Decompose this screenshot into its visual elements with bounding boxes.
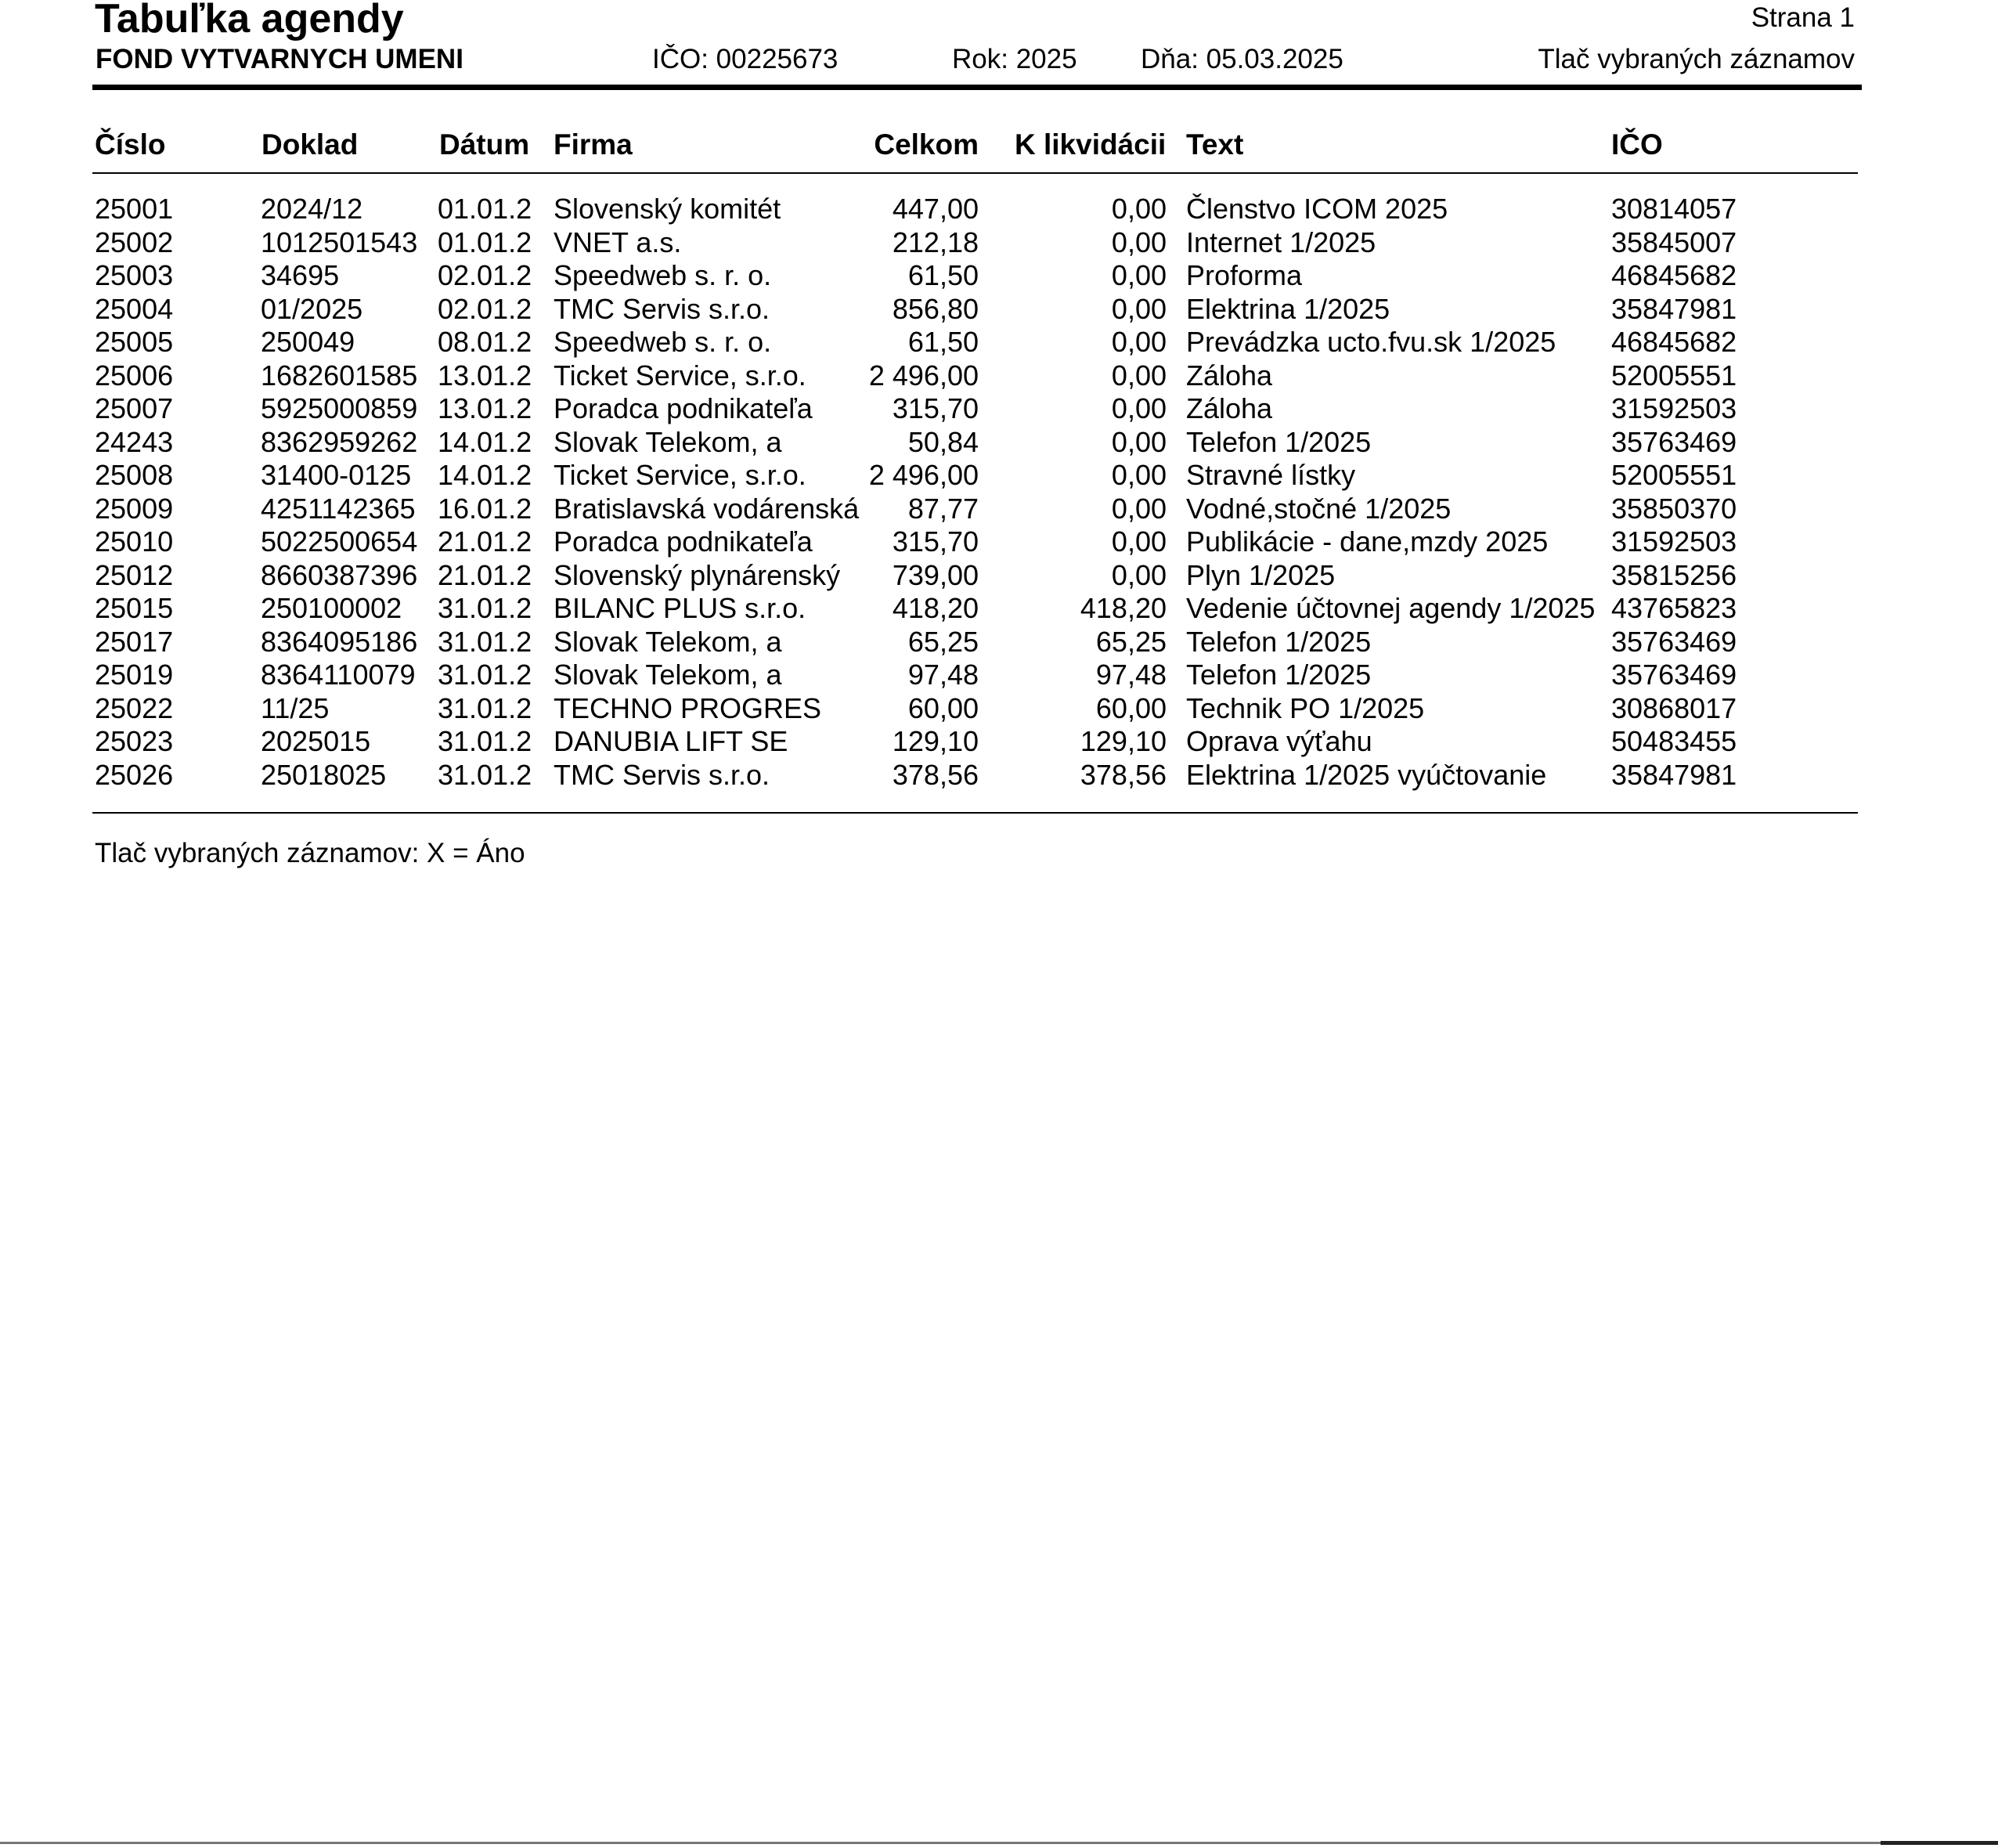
cell-text: Oprava výťahu — [1186, 725, 1372, 757]
table-row — [0, 193, 1998, 226]
cell-text: Internet 1/2025 — [1186, 226, 1376, 258]
cell-doklad: 8362959262 — [261, 425, 418, 458]
cell-celkom: 315,70 — [892, 392, 979, 424]
cell-firma: Ticket Service, s.r.o. — [554, 459, 806, 491]
organization-ico: IČO: 00225673 — [652, 44, 839, 74]
cell-ico: 31592503 — [1611, 525, 1737, 558]
cell-cislo: 25003 — [95, 259, 174, 291]
column-header-datum: Dátum — [439, 128, 530, 161]
cell-klik: 65,25 — [1095, 625, 1167, 658]
cell-firma: BILANC PLUS s.r.o. — [554, 592, 806, 624]
cell-datum: 13.01.2 — [438, 392, 532, 424]
cell-datum: 31.01.2 — [438, 691, 532, 724]
cell-klik: 0,00 — [1111, 425, 1167, 458]
cell-text: Proforma — [1186, 259, 1303, 291]
cell-celkom: 212,18 — [892, 226, 979, 258]
table-row — [0, 759, 1998, 792]
cell-doklad: 250100002 — [261, 592, 402, 624]
cell-celkom: 447,00 — [892, 193, 979, 225]
cell-klik: 378,56 — [1080, 758, 1167, 791]
page-number: Strana 1 — [1751, 2, 1855, 33]
cell-text: Publikácie - dane,mzdy 2025 — [1186, 525, 1549, 558]
scan-edge — [0, 1842, 1998, 1844]
report-date: Dňa: 05.03.2025 — [1141, 44, 1343, 74]
cell-cislo: 25015 — [95, 592, 174, 624]
cell-firma: Speedweb s. r. o. — [554, 326, 772, 358]
cell-text: Vedenie účtovnej agendy 1/2025 — [1186, 592, 1596, 624]
cell-doklad: 8364095186 — [261, 625, 418, 658]
cell-celkom: 315,70 — [892, 525, 979, 558]
cell-ico: 35763469 — [1611, 659, 1737, 691]
cell-datum: 31.01.2 — [438, 725, 532, 757]
cell-firma: Slovenský komitét — [554, 193, 781, 225]
cell-ico: 46845682 — [1611, 326, 1737, 358]
table-row — [0, 592, 1998, 626]
table-row — [0, 226, 1998, 260]
cell-text: Prevádzka ucto.fvu.sk 1/2025 — [1186, 326, 1556, 358]
cell-datum: 16.01.2 — [438, 492, 532, 525]
cell-datum: 02.01.2 — [438, 259, 532, 291]
cell-celkom: 378,56 — [892, 758, 979, 791]
cell-text: Záloha — [1186, 392, 1273, 424]
table-row — [0, 626, 1998, 659]
cell-klik: 60,00 — [1095, 691, 1167, 724]
cell-cislo: 25009 — [95, 492, 174, 525]
cell-doklad: 1682601585 — [261, 359, 418, 392]
cell-cislo: 25017 — [95, 625, 174, 658]
cell-firma: Slovenský plynárenský — [554, 558, 841, 591]
cell-doklad: 5022500654 — [261, 525, 418, 558]
cell-cislo: 25026 — [95, 758, 174, 791]
cell-celkom: 418,20 — [892, 592, 979, 624]
table-row — [0, 259, 1998, 293]
cell-datum: 01.01.2 — [438, 226, 532, 258]
cell-klik: 0,00 — [1111, 359, 1167, 392]
column-header-ico: IČO — [1611, 128, 1663, 161]
cell-celkom: 60,00 — [907, 691, 979, 724]
cell-doklad: 11/25 — [261, 691, 330, 724]
cell-datum: 01.01.2 — [438, 193, 532, 225]
cell-celkom: 61,50 — [907, 259, 979, 291]
cell-doklad: 31400-0125 — [261, 459, 412, 491]
table-row — [0, 692, 1998, 726]
cell-doklad: 2024/12 — [261, 193, 363, 225]
cell-text: Členstvo ICOM 2025 — [1186, 193, 1448, 225]
cell-text: Vodné,stočné 1/2025 — [1186, 492, 1452, 525]
cell-firma: Slovak Telekom, a — [554, 625, 782, 658]
table-row — [0, 326, 1998, 359]
cell-doklad: 4251142365 — [261, 492, 416, 525]
cell-klik: 0,00 — [1111, 292, 1167, 325]
cell-datum: 14.01.2 — [438, 459, 532, 491]
table-header-divider — [92, 172, 1858, 174]
cell-cislo: 25007 — [95, 392, 174, 424]
cell-datum: 13.01.2 — [438, 359, 532, 392]
cell-datum: 21.01.2 — [438, 558, 532, 591]
table-row — [0, 725, 1998, 759]
cell-ico: 30868017 — [1611, 691, 1737, 724]
cell-klik: 0,00 — [1111, 392, 1167, 424]
report-year: Rok: 2025 — [952, 44, 1077, 74]
cell-doklad: 01/2025 — [261, 292, 363, 325]
cell-cislo: 25010 — [95, 525, 174, 558]
cell-klik: 0,00 — [1111, 193, 1167, 225]
cell-text: Telefon 1/2025 — [1186, 425, 1372, 458]
cell-klik: 0,00 — [1111, 259, 1167, 291]
cell-text: Plyn 1/2025 — [1186, 558, 1336, 591]
column-header-cislo: Číslo — [95, 128, 166, 161]
cell-cislo: 25022 — [95, 691, 174, 724]
cell-firma: Speedweb s. r. o. — [554, 259, 772, 291]
cell-ico: 31592503 — [1611, 392, 1737, 424]
cell-cislo: 24243 — [95, 425, 174, 458]
column-header-doklad: Doklad — [261, 128, 359, 161]
cell-firma: Ticket Service, s.r.o. — [554, 359, 806, 392]
cell-firma: Slovak Telekom, a — [554, 659, 782, 691]
cell-klik: 0,00 — [1111, 459, 1167, 491]
cell-klik: 0,00 — [1111, 525, 1167, 558]
table-row — [0, 293, 1998, 327]
cell-klik: 0,00 — [1111, 558, 1167, 591]
cell-firma: TECHNO PROGRES — [554, 691, 822, 724]
cell-text: Stravné lístky — [1186, 459, 1356, 491]
cell-ico: 35763469 — [1611, 625, 1737, 658]
cell-datum: 14.01.2 — [438, 425, 532, 458]
column-header-k-likvidacii: K likvidácii — [1015, 128, 1167, 161]
cell-datum: 08.01.2 — [438, 326, 532, 358]
cell-datum: 31.01.2 — [438, 592, 532, 624]
cell-firma: VNET a.s. — [554, 226, 682, 258]
table-bottom-divider — [92, 812, 1858, 814]
cell-klik: 97,48 — [1095, 659, 1167, 691]
cell-ico: 50483455 — [1611, 725, 1737, 757]
cell-celkom: 129,10 — [892, 725, 979, 757]
header-divider — [92, 85, 1862, 90]
cell-firma: Slovak Telekom, a — [554, 425, 782, 458]
cell-datum: 31.01.2 — [438, 758, 532, 791]
cell-cislo: 25006 — [95, 359, 174, 392]
cell-ico: 35850370 — [1611, 492, 1737, 525]
print-mode: Tlač vybraných záznamov — [1538, 44, 1855, 74]
cell-ico: 35845007 — [1611, 226, 1737, 258]
cell-celkom: 65,25 — [907, 625, 979, 658]
cell-ico: 52005551 — [1611, 359, 1737, 392]
footer-note: Tlač vybraných záznamov: X = Áno — [95, 838, 525, 868]
cell-ico: 46845682 — [1611, 259, 1737, 291]
cell-celkom: 50,84 — [907, 425, 979, 458]
cell-ico: 35847981 — [1611, 292, 1737, 325]
cell-text: Telefon 1/2025 — [1186, 659, 1372, 691]
cell-firma: Bratislavská vodárenská — [554, 492, 860, 525]
column-header-text: Text — [1186, 128, 1244, 161]
cell-doklad: 1012501543 — [261, 226, 418, 258]
cell-celkom: 97,48 — [907, 659, 979, 691]
cell-celkom: 2 496,00 — [868, 359, 979, 392]
cell-klik: 0,00 — [1111, 326, 1167, 358]
cell-firma: TMC Servis s.r.o. — [554, 758, 770, 791]
cell-doklad: 250049 — [261, 326, 355, 358]
cell-celkom: 87,77 — [907, 492, 979, 525]
table-row — [0, 559, 1998, 593]
cell-ico: 35763469 — [1611, 425, 1737, 458]
cell-ico: 35815256 — [1611, 558, 1737, 591]
cell-text: Elektrina 1/2025 — [1186, 292, 1390, 325]
cell-datum: 21.01.2 — [438, 525, 532, 558]
cell-text: Elektrina 1/2025 vyúčtovanie — [1186, 758, 1547, 791]
cell-firma: TMC Servis s.r.o. — [554, 292, 770, 325]
table-row — [0, 493, 1998, 526]
cell-text: Záloha — [1186, 359, 1273, 392]
cell-cislo: 25005 — [95, 326, 174, 358]
cell-celkom: 739,00 — [892, 558, 979, 591]
cell-klik: 0,00 — [1111, 492, 1167, 525]
cell-ico: 30814057 — [1611, 193, 1737, 225]
cell-cislo: 25002 — [95, 226, 174, 258]
cell-firma: DANUBIA LIFT SE — [554, 725, 788, 757]
cell-klik: 418,20 — [1080, 592, 1167, 624]
report-title: Tabuľka agendy — [95, 0, 404, 42]
table-row — [0, 525, 1998, 559]
cell-text: Technik PO 1/2025 — [1186, 691, 1425, 724]
cell-text: Telefon 1/2025 — [1186, 625, 1372, 658]
cell-cislo: 25023 — [95, 725, 174, 757]
table-row — [0, 426, 1998, 460]
table-row — [0, 392, 1998, 426]
cell-cislo: 25019 — [95, 659, 174, 691]
cell-klik: 0,00 — [1111, 226, 1167, 258]
cell-doklad: 25018025 — [261, 758, 387, 791]
cell-cislo: 25004 — [95, 292, 174, 325]
cell-celkom: 856,80 — [892, 292, 979, 325]
cell-cislo: 25001 — [95, 193, 174, 225]
cell-datum: 31.01.2 — [438, 659, 532, 691]
cell-doklad: 5925000859 — [261, 392, 418, 424]
column-header-firma: Firma — [554, 128, 633, 161]
cell-celkom: 61,50 — [907, 326, 979, 358]
cell-cislo: 25012 — [95, 558, 174, 591]
table-row — [0, 359, 1998, 393]
table-body — [0, 193, 1998, 792]
column-header-celkom: Celkom — [874, 128, 979, 161]
cell-ico: 35847981 — [1611, 758, 1737, 791]
cell-ico: 43765823 — [1611, 592, 1737, 624]
cell-ico: 52005551 — [1611, 459, 1737, 491]
organization-name: FOND VYTVARNYCH UMENI — [96, 44, 463, 74]
cell-datum: 31.01.2 — [438, 625, 532, 658]
cell-datum: 02.01.2 — [438, 292, 532, 325]
cell-doklad: 8364110079 — [261, 659, 416, 691]
cell-doklad: 2025015 — [261, 725, 371, 757]
table-row — [0, 659, 1998, 692]
cell-klik: 129,10 — [1080, 725, 1167, 757]
cell-cislo: 25008 — [95, 459, 174, 491]
table-row — [0, 459, 1998, 493]
cell-firma: Poradca podnikateľa — [554, 392, 813, 424]
cell-doklad: 34695 — [261, 259, 340, 291]
cell-celkom: 2 496,00 — [868, 459, 979, 491]
cell-firma: Poradca podnikateľa — [554, 525, 813, 558]
cell-doklad: 8660387396 — [261, 558, 418, 591]
